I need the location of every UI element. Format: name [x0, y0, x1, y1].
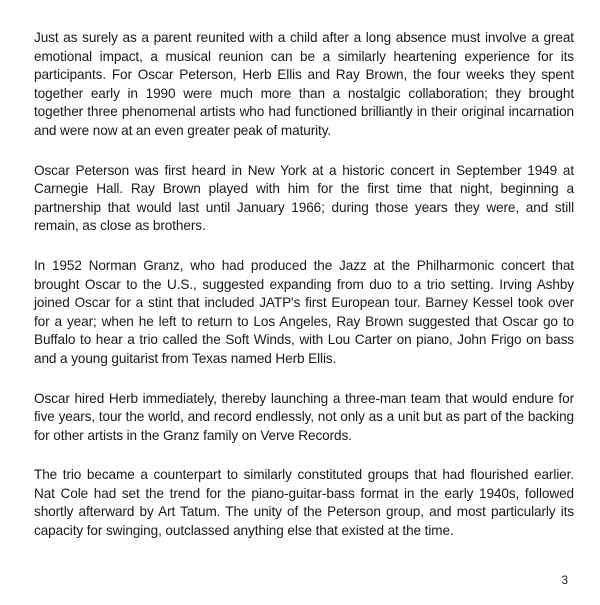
paragraph-5: The trio became a counterpart to similarly constituted groups that had flourished earlier. Nat Cole had set the trend for the piano-guitar-bass format in the early 1940s, followed shortly afterward by Art Tatum. The unity of the Peterson group, and most particularly its capacity for swinging, outclassed anything else that existed at the time. [34, 467, 574, 539]
page-number: 3 [561, 573, 568, 587]
paragraph-2: Oscar Peterson was first heard in New York at a historic concert in September 1949 at Carnegie Hall. Ray Brown played with him for the first time that night, beginning a partnership that would last until January 1966; during those years they were, and still remain, as close as brothers. [34, 162, 574, 234]
paragraph-3: In 1952 Norman Granz, who had produced the Jazz at the Philharmonic concert that brought Oscar to the U.S., suggested expanding from duo to a trio setting. Irving Ashby joined Oscar for a stint that included JATP's first European tour. Barney Kessel took over for a year; when he left to return to Los Angeles, Ray Brown suggested that Oscar go to Buffalo to hear a trio called the Soft Winds, with Lou Carter on piano, John Frigo on bass and a young guitarist from Texas named Herb Ellis. [34, 257, 574, 366]
paragraph-4: Oscar hired Herb immediately, thereby launching a three-man team that would endure for five years, tour the world, and record endlessly, not only as a unit but as part of the backing for other artists in the Granz family on Verve Records. [34, 390, 574, 443]
paragraph-1: Just as surely as a parent reunited with a child after a long absence must involve a great emotional impact, a musical reunion can be a similarly heartening experience for its participants. For Oscar Peterson, Herb Ellis and Ray Brown, the four weeks they spent together early in 1990 were much more than a nostalgic collaboration; they brought together three phenomenal artists who had functioned brilliantly in their original incarnation and were now at an even greater peak of maturity. [34, 30, 574, 138]
document-body [34, 29, 574, 562]
